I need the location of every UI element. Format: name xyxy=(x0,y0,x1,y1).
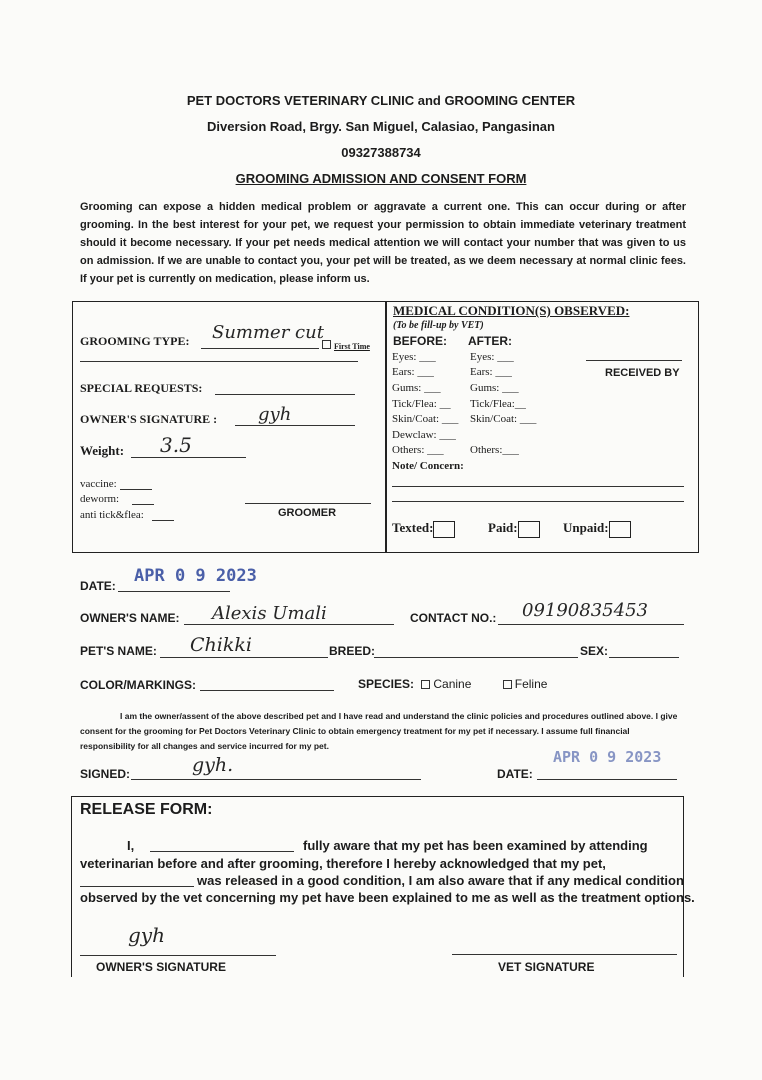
signed-line xyxy=(131,779,421,780)
contact-value[interactable]: 09190835453 xyxy=(522,600,648,621)
owner-name-label: OWNER'S NAME: xyxy=(80,611,180,625)
weight-line xyxy=(131,457,246,458)
note-line-1 xyxy=(392,486,684,487)
antitick-line xyxy=(152,520,174,521)
unpaid-checkbox[interactable] xyxy=(609,521,631,538)
before-others: Others: ___ xyxy=(392,444,444,456)
note-label: Note/ Concern: xyxy=(392,460,464,472)
contact-label: CONTACT NO.: xyxy=(410,611,497,625)
color-label: COLOR/MARKINGS: xyxy=(80,678,196,692)
antitick-label: anti tick&flea: xyxy=(80,509,144,521)
date-stamp: APR 0 9 2023 xyxy=(134,566,257,586)
groomer-label: GROOMER xyxy=(278,507,337,519)
sex-line xyxy=(609,657,679,658)
after-skincoat: Skin/Coat: ___ xyxy=(470,413,537,425)
vaccine-label: vaccine: xyxy=(80,478,117,490)
groomer-line xyxy=(245,503,371,504)
date-line xyxy=(118,591,230,592)
canine-option[interactable]: Canine xyxy=(421,677,471,691)
pet-name-label: PET'S NAME: xyxy=(80,644,157,658)
release-line1-end: fully aware that my pet has been examined by attending xyxy=(303,838,648,853)
signed-label: SIGNED: xyxy=(80,767,131,781)
medical-title: MEDICAL CONDITION(S) OBSERVED: xyxy=(393,303,630,318)
special-requests-line xyxy=(215,394,355,395)
before-label: BEFORE: xyxy=(393,334,447,348)
first-time-label: First Time xyxy=(334,342,370,351)
received-by-line xyxy=(586,360,682,361)
owner-signature-bottom-label: OWNER'S SIGNATURE xyxy=(96,960,226,974)
release-line1-start: I, xyxy=(127,838,135,853)
release-owner-blank[interactable] xyxy=(150,851,294,852)
after-eyes: Eyes: ___ xyxy=(470,351,514,363)
contact-line xyxy=(498,624,684,625)
release-pet-blank[interactable] xyxy=(80,886,194,887)
after-tickflea: Tick/Flea:__ xyxy=(470,398,526,410)
after-ears: Ears: ___ xyxy=(470,366,512,378)
release-line3-end: was released in a good condition, I am also aware that if any medical condition xyxy=(197,873,684,888)
box-divider xyxy=(385,302,387,552)
first-time-checkbox[interactable] xyxy=(322,336,370,354)
owner-signature-line xyxy=(235,425,355,426)
vet-signature-line xyxy=(452,954,677,955)
vet-signature-label: VET SIGNATURE xyxy=(498,960,595,974)
breed-line xyxy=(374,657,578,658)
form-title: GROOMING ADMISSION AND CONSENT FORM xyxy=(235,171,527,186)
owner-name-line xyxy=(184,624,394,625)
date-label: DATE: xyxy=(80,579,116,593)
feline-checkbox[interactable] xyxy=(503,680,512,689)
owner-signature-label: OWNER'S SIGNATURE : xyxy=(80,412,218,426)
owner-signature-value[interactable]: gyh xyxy=(258,404,292,425)
before-ears: Ears: ___ xyxy=(392,366,434,378)
consent-date-stamp: APR 0 9 2023 xyxy=(553,748,662,766)
after-label: AFTER: xyxy=(468,334,512,348)
release-line4: observed by the vet concerning my pet have been explained to me as well as the treatment options. xyxy=(80,890,695,905)
color-line xyxy=(200,690,334,691)
paid-checkbox[interactable] xyxy=(518,521,540,538)
deworm-label: deworm: xyxy=(80,493,120,505)
sex-label: SEX: xyxy=(580,644,609,658)
release-owner-signature-value[interactable]: gyh xyxy=(128,923,165,947)
before-skincoat: Skin/Coat: ___ xyxy=(392,413,459,425)
species-field: SPECIES: Canine Feline xyxy=(358,677,548,691)
release-title: RELEASE FORM: xyxy=(80,801,213,818)
pet-name-line xyxy=(160,657,328,658)
consent-date-line xyxy=(537,779,677,780)
note-line-2 xyxy=(392,501,684,502)
owner-name-value[interactable]: Alexis Umali xyxy=(212,603,327,624)
clinic-address: Diversion Road, Brgy. San Miguel, Calasiao, Pangasinan xyxy=(207,119,555,134)
grooming-type-label: GROOMING TYPE: xyxy=(80,334,190,348)
grooming-type-line xyxy=(201,348,319,349)
canine-checkbox[interactable] xyxy=(421,680,430,689)
paid-field: Paid: xyxy=(488,520,540,538)
clinic-name: PET DOCTORS VETERINARY CLINIC and GROOMING CENTER xyxy=(186,93,576,108)
signed-value[interactable]: gyh. xyxy=(192,754,234,776)
texted-field: Texted: xyxy=(392,520,455,538)
after-others: Others:___ xyxy=(470,444,519,456)
breed-label: BREED: xyxy=(329,644,376,658)
consent-text: I am the owner/assent of the above described pet and I have read and understand the clinic policies and procedures outlined above. I give consent for the grooming for Pet Doctors Veterinary Clinic to obtain emergency treatment for my pet if necessary. I assume full financial responsibility for all changes and service incurred for my pet. xyxy=(80,711,678,751)
after-gums: Gums: ___ xyxy=(470,382,519,394)
intro-paragraph: Grooming can expose a hidden medical problem or aggravate a current one. This can occur during or after grooming. In the best interest for your pet, we request your permission to obtain immediate veterinary treatment should it become necessary. If your pet needs medical attention we will contact your number that was given to us on admission. If we are unable to contact you, your pet will be treated, as we deem necessary at normal clinic fees. If your pet is currently on medication, please inform us. xyxy=(80,201,686,285)
before-dewclaw: Dewclaw: ___ xyxy=(392,429,456,441)
before-eyes: Eyes: ___ xyxy=(392,351,436,363)
vaccine-line xyxy=(120,489,152,490)
feline-option[interactable]: Feline xyxy=(503,677,548,691)
grooming-type-value[interactable]: Summer cut xyxy=(212,322,324,343)
unpaid-field: Unpaid: xyxy=(563,520,631,538)
texted-checkbox[interactable] xyxy=(433,521,455,538)
clinic-phone: 09327388734 xyxy=(341,145,421,160)
checkbox-square[interactable] xyxy=(322,340,331,349)
release-line2: veterinarian before and after grooming, therefore I hereby acknowledged that my pet, xyxy=(80,856,606,871)
special-requests-label: SPECIAL REQUESTS: xyxy=(80,381,203,395)
weight-label: Weight: xyxy=(80,443,125,458)
consent-date-label: DATE: xyxy=(497,767,533,781)
before-tickflea: Tick/Flea: __ xyxy=(392,398,451,410)
pet-name-value[interactable]: Chikki xyxy=(190,634,252,656)
weight-value[interactable]: 3.5 xyxy=(160,433,192,457)
received-by-label: RECEIVED BY xyxy=(605,367,680,379)
before-gums: Gums: ___ xyxy=(392,382,441,394)
grooming-type-line-2 xyxy=(80,361,358,362)
medical-subtitle: (To be fill-up by VET) xyxy=(393,320,484,331)
owner-signature-line-bottom xyxy=(80,955,276,956)
deworm-line xyxy=(132,504,154,505)
